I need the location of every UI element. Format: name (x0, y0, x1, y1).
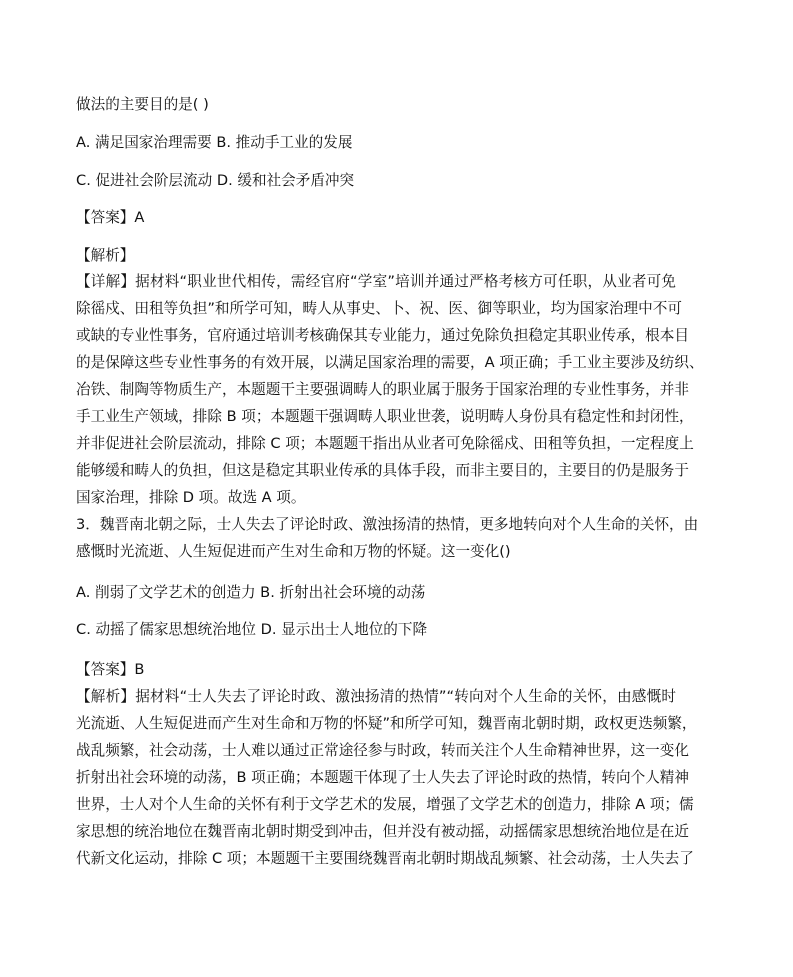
analysis-line: 代新文化运动，排除 C 项；本题题干主要围绕魏晋南北朝时期战乱频繁、社会动荡，士人失去了 (76, 850, 694, 867)
analysis-line: 折射出社会环境的动荡，B 项正确；本题题干体现了士人失去了评论时政的热情，转向个人精神 (76, 769, 689, 786)
analysis-line: 战乱频繁，社会动荡，士人难以通过正常途径参与时政，转而关注个人生命精神世界，这一变化 (76, 742, 689, 759)
analysis-line: 的是保障这些专业性事务的有效开展，以满足国家治理的需要，A 项正确；手工业主要涉及纺织、 (76, 354, 704, 371)
analysis-line: 或缺的专业性事务，官府通过培训考核确保其专业能力，通过免除负担稳定其职业传承，根本目 (76, 327, 689, 344)
option-line: A. 削弱了文学艺术的创造力 B. 折射出社会环境的动荡 (76, 584, 426, 601)
option-line: C. 动摇了儒家思想统治地位 D. 显示出士人地位的下降 (76, 621, 428, 638)
option-line: A. 满足国家治理需要 B. 推动手工业的发展 (76, 134, 353, 151)
analysis-label: 【解析】 (76, 247, 135, 264)
analysis-line: 国家治理，排除 D 项。故选 A 项。 (76, 489, 306, 506)
analysis-line: 冶铁、制陶等物质生产，本题题干主要强调畴人的职业属于服务于国家治理的专业性事务，并非 (76, 381, 689, 398)
analysis-line: 除徭戍、田租等负担”和所学可知，畴人从事史、卜、祝、医、御等职业，均为国家治理中不可 (76, 300, 682, 317)
analysis-line: 家思想的统治地位在魏晋南北朝时期受到冲击，但并没有被动摇，动摇儒家思想统治地位是在近 (76, 823, 689, 840)
analysis-line: 【解析】据材料“士人失去了评论时政、激浊扬清的热情”“转向对个人生命的关怀，由感慨时 (76, 688, 676, 705)
question-stem: 做法的主要目的是( ) (76, 96, 209, 113)
analysis-line: 光流逝、人生短促进而产生对生命和万物的怀疑”和所学可知，魏晋南北朝时期，政权更迭频繁， (76, 715, 697, 732)
analysis-line: 世界，士人对个人生命的关怀有利于文学艺术的发展，增强了文学艺术的创造力，排除 A 项；儒 (76, 796, 694, 813)
option-line: C. 促进社会阶层流动 D. 缓和社会矛盾冲突 (76, 172, 355, 189)
analysis-line: 手工业生产领域，排除 B 项；本题题干强调畴人职业世袭，说明畴人身份具有稳定性和封闭性， (76, 408, 694, 425)
analysis-line: 并非促进社会阶层流动，排除 C 项；本题题干指出从业者可免除徭戍、田租等负担，一定程度上 (76, 435, 694, 452)
answer-label: 【答案】A (76, 209, 145, 226)
analysis-line: 能够缓和畴人的负担，但这是稳定其职业传承的具体手段，而非主要目的，主要目的仍是服务于 (76, 462, 689, 479)
question-stem: 感慨时光流逝、人生短促进而产生对生命和万物的怀疑。这一变化() (76, 543, 511, 560)
answer-label: 【答案】B (76, 661, 145, 678)
analysis-line: 【详解】据材料“职业世代相传，需经官府“学室”培训并通过严格考核方可任职，从业者可免 (76, 273, 676, 290)
question-stem: 3．魏晋南北朝之际，士人失去了评论时政、激浊扬清的热情，更多地转向对个人生命的关怀，由 (76, 516, 699, 533)
